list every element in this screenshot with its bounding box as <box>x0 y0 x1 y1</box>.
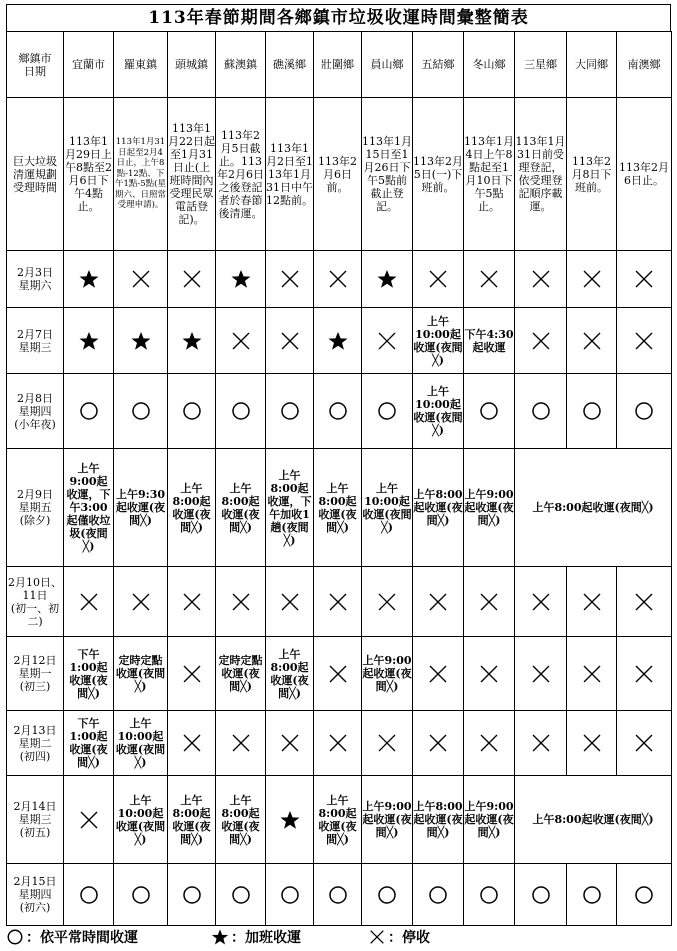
schedule-note-cell: 定時定點收運(夜間╳) <box>114 637 168 711</box>
circle-icon <box>130 884 152 906</box>
weekday-label: 星期二 <box>18 736 52 750</box>
status-cell <box>362 711 413 776</box>
cross-icon <box>633 663 655 685</box>
status-cell <box>266 251 314 308</box>
cross-icon <box>181 268 203 290</box>
town-header: 五結鄉 <box>413 32 464 98</box>
date-cell <box>7 308 64 374</box>
status-cell <box>266 308 314 374</box>
circle-icon <box>478 884 500 906</box>
town-header: 大同鄉 <box>567 32 617 98</box>
cross-icon <box>633 330 655 352</box>
schedule-note-cell: 上午8:00起收運(夜間╳) <box>314 449 362 567</box>
date-cell <box>7 711 64 776</box>
status-cell <box>168 251 216 308</box>
cross-icon <box>376 330 398 352</box>
status-cell <box>216 567 266 637</box>
deadline-cell: 113年2月5日截止。113年2月6日之後登記者於春節後清運。 <box>216 98 266 251</box>
star-icon <box>181 330 203 352</box>
cross-icon <box>530 663 552 685</box>
status-cell <box>168 374 216 449</box>
merged-schedule-cell: 上午8:00起收運(夜間╳) <box>515 776 672 864</box>
cross-icon <box>581 330 603 352</box>
status-cell <box>114 308 168 374</box>
status-cell <box>64 567 114 637</box>
circle-icon <box>478 400 500 422</box>
status-cell <box>314 637 362 711</box>
schedule-note-cell: 上午8:00起收運(夜間╳) <box>168 776 216 864</box>
cross-icon <box>633 591 655 613</box>
cross-icon <box>279 732 301 754</box>
cross-icon <box>478 663 500 685</box>
legend-extra-label: ：加班收運 <box>231 930 301 946</box>
date-label: 2月13日 <box>13 723 57 737</box>
status-cell <box>168 308 216 374</box>
status-cell <box>515 374 567 449</box>
status-cell <box>168 711 216 776</box>
deadline-cell: 113年1月4日上午8點起至1月10日下午5點止。 <box>464 98 515 251</box>
status-cell <box>168 864 216 926</box>
circle-icon <box>327 400 349 422</box>
circle-icon <box>181 884 203 906</box>
town-header: 南澳鄉 <box>617 32 672 98</box>
deadline-cell: 113年1月29日上午8點至2月6日下午4點止。 <box>64 98 114 251</box>
cross-icon <box>230 732 252 754</box>
circle-icon <box>530 400 552 422</box>
cross-icon <box>427 268 449 290</box>
date-row <box>7 864 672 926</box>
legend-extra <box>211 927 301 947</box>
status-cell <box>216 711 266 776</box>
status-cell <box>567 711 617 776</box>
date-row <box>7 449 672 567</box>
star-icon <box>279 809 301 831</box>
cross-icon <box>327 663 349 685</box>
weekday-label: 星期六 <box>18 279 52 292</box>
status-cell <box>617 374 672 449</box>
status-cell <box>567 864 617 926</box>
status-cell <box>314 567 362 637</box>
date-row <box>7 776 672 864</box>
schedule-note-cell: 上午10:00起收運(夜間╳) <box>413 374 464 449</box>
town-header: 員山鄉 <box>362 32 413 98</box>
deadline-cell: 113年1月15日至1月26日下午5點前截止登記。 <box>362 98 413 251</box>
town-header: 宜蘭市 <box>64 32 114 98</box>
schedule-note-cell: 上午8:00起收運(夜間╳) <box>413 449 464 567</box>
cross-icon <box>427 663 449 685</box>
status-cell <box>266 374 314 449</box>
date-cell <box>7 449 64 567</box>
town-header: 礁溪鄉 <box>266 32 314 98</box>
weekday-label: 星期三 <box>18 340 52 354</box>
status-cell <box>567 374 617 449</box>
schedule-note-cell: 上午8:00起收運(夜間╳) <box>168 449 216 567</box>
cross-icon <box>530 268 552 290</box>
circle-icon <box>230 884 252 906</box>
cross-icon <box>478 268 500 290</box>
status-cell <box>515 711 567 776</box>
circle-icon <box>78 400 100 422</box>
cross-icon <box>581 732 603 754</box>
cross-icon <box>327 591 349 613</box>
star-icon <box>78 330 100 352</box>
schedule-note-cell: 下午4:30起收運 <box>464 308 515 374</box>
status-cell <box>617 637 672 711</box>
town-header: 頭城鎮 <box>168 32 216 98</box>
status-cell <box>617 251 672 308</box>
cross-icon <box>279 330 301 352</box>
status-cell <box>114 567 168 637</box>
holiday-note: (初三) <box>19 680 51 693</box>
status-cell <box>266 711 314 776</box>
holiday-note: (除夕) <box>19 514 51 527</box>
status-cell <box>567 308 617 374</box>
circle-icon <box>530 884 552 906</box>
deadline-row-label: 巨大垃圾清運規劃受理時間 <box>7 98 64 251</box>
cross-icon <box>427 591 449 613</box>
status-cell <box>413 637 464 711</box>
status-cell <box>362 374 413 449</box>
cross-icon <box>181 591 203 613</box>
schedule-table <box>6 31 672 926</box>
date-cell <box>7 637 64 711</box>
status-cell <box>617 864 672 926</box>
date-label: 2月7日 <box>17 327 53 341</box>
holiday-note: (小年夜) <box>14 417 56 431</box>
town-header: 蘇澳鎮 <box>216 32 266 98</box>
cross-icon <box>633 268 655 290</box>
corner-header <box>7 32 64 98</box>
cross-icon <box>327 268 349 290</box>
cross-icon <box>478 732 500 754</box>
town-header: 冬山鄉 <box>464 32 515 98</box>
schedule-note-cell: 上午10:00起收運(夜間╳) <box>362 449 413 567</box>
weekday-label: 星期四 <box>18 404 52 418</box>
deadline-cell: 113年1月2日至113年1月31日中午12點前。 <box>266 98 314 251</box>
circle-icon <box>230 400 252 422</box>
star-icon <box>230 268 252 290</box>
holiday-note: (初六) <box>19 901 51 914</box>
circle-icon <box>633 400 655 422</box>
star-icon <box>78 268 100 290</box>
status-cell <box>64 374 114 449</box>
status-cell <box>362 864 413 926</box>
cross-icon <box>581 663 603 685</box>
deadline-cell: 113年2月8日下班前。 <box>567 98 617 251</box>
status-cell <box>413 864 464 926</box>
status-cell <box>515 308 567 374</box>
status-cell <box>617 567 672 637</box>
deadline-cell: 113年2月5日(一)下班前。 <box>413 98 464 251</box>
status-cell <box>314 374 362 449</box>
status-cell <box>515 567 567 637</box>
status-cell <box>464 711 515 776</box>
legend-normal <box>6 927 138 947</box>
circle-icon <box>581 884 603 906</box>
status-cell <box>64 864 114 926</box>
weekday-label: 星期四 <box>18 888 52 901</box>
deadline-cell: 113年1月31日起至2月4日止，上午8點-12點、下午1點-5點(星期六、日照常受理申請)。 <box>114 98 168 251</box>
status-cell <box>617 308 672 374</box>
circle-icon <box>181 400 203 422</box>
status-cell <box>464 251 515 308</box>
cross-icon <box>530 330 552 352</box>
deadline-cell: 113年1月22日起至1月31日止(上班時間內受理民眾電話登記)。 <box>168 98 216 251</box>
cross-icon <box>478 591 500 613</box>
status-cell <box>464 637 515 711</box>
schedule-note-cell: 上午8:00起收運(夜間╳) <box>314 776 362 864</box>
status-cell <box>464 567 515 637</box>
status-cell <box>413 251 464 308</box>
legend-stop <box>368 927 430 947</box>
schedule-note-cell: 上午9:00起收運(夜間╳) <box>362 637 413 711</box>
date-label: 2月14日 <box>13 800 57 813</box>
schedule-note-cell: 下午1:00起收運(夜間╳) <box>64 711 114 776</box>
status-cell <box>515 864 567 926</box>
status-cell <box>168 637 216 711</box>
schedule-note-cell: 上午8:00起收運，下午加收1趟(夜間╳) <box>266 449 314 567</box>
status-cell <box>515 637 567 711</box>
status-cell <box>515 251 567 308</box>
town-header: 壯圍鄉 <box>314 32 362 98</box>
star-icon <box>327 330 349 352</box>
schedule-note-cell: 上午9:00起收運，下午3:00起僅收垃圾(夜間╳) <box>64 449 114 567</box>
circle-icon <box>376 884 398 906</box>
corner-label-date: 日期 <box>24 64 46 78</box>
schedule-note-cell: 上午10:00起收運(夜間╳) <box>413 308 464 374</box>
status-cell <box>114 374 168 449</box>
status-cell <box>464 864 515 926</box>
schedule-note-cell: 下午1:00起收運(夜間╳) <box>64 637 114 711</box>
holiday-note: (初四) <box>19 749 51 763</box>
circle-icon <box>633 884 655 906</box>
status-cell <box>567 637 617 711</box>
date-row <box>7 637 672 711</box>
status-cell <box>464 374 515 449</box>
status-cell <box>266 776 314 864</box>
cross-icon <box>530 732 552 754</box>
status-cell <box>216 864 266 926</box>
cross-icon <box>279 591 301 613</box>
status-cell <box>216 308 266 374</box>
status-cell <box>362 251 413 308</box>
date-label: 2月3日 <box>17 266 53 279</box>
cross-icon <box>181 663 203 685</box>
circle-icon <box>376 400 398 422</box>
circle-icon <box>78 884 100 906</box>
schedule-note-cell: 上午9:00起收運(夜間╳) <box>362 776 413 864</box>
schedule-note-cell: 上午8:00起收運(夜間╳) <box>413 776 464 864</box>
cross-icon <box>78 591 100 613</box>
circle-icon <box>327 884 349 906</box>
date-row <box>7 567 672 637</box>
deadline-cell: 113年2月6日前。 <box>314 98 362 251</box>
legend-stop-label: ：停收 <box>388 930 430 946</box>
date-label: 2月8日 <box>17 391 53 405</box>
cross-icon <box>181 732 203 754</box>
date-row <box>7 711 672 776</box>
legend <box>6 927 671 949</box>
star-icon <box>130 330 152 352</box>
weekday-label: 星期五 <box>18 501 52 514</box>
cross-icon <box>530 591 552 613</box>
status-cell <box>314 864 362 926</box>
status-cell <box>216 374 266 449</box>
date-cell <box>7 251 64 308</box>
schedule-note-cell: 上午9:00起收運(夜間╳) <box>464 776 515 864</box>
deadline-cell: 113年2月6日止。 <box>617 98 672 251</box>
date-label: 2月9日 <box>17 488 53 501</box>
status-cell <box>64 776 114 864</box>
status-cell <box>567 567 617 637</box>
schedule-note-cell: 定時定點收運(夜間╳) <box>216 637 266 711</box>
weekday-label: 星期三 <box>18 813 52 826</box>
date-label: 2月15日 <box>13 875 57 888</box>
schedule-note-cell: 上午10:00起收運(夜間╳) <box>114 711 168 776</box>
corner-label-town: 鄉鎮市 <box>18 51 52 65</box>
page-title: 113年春節期間各鄉鎮市垃圾收運時間彙整簡表 <box>6 4 671 32</box>
status-cell <box>114 251 168 308</box>
schedule-note-cell: 上午10:00起收運(夜間╳) <box>114 776 168 864</box>
date-row <box>7 308 672 374</box>
status-cell <box>64 308 114 374</box>
holiday-note: (初五) <box>19 826 51 839</box>
cross-icon <box>279 268 301 290</box>
date-row <box>7 251 672 308</box>
schedule-note-cell: 上午9:00起收運(夜間╳) <box>464 449 515 567</box>
status-cell <box>216 251 266 308</box>
schedule-note-cell: 上午8:00起收運(夜間╳) <box>216 776 266 864</box>
weekday-label: 星期一 <box>18 667 52 680</box>
status-cell <box>413 711 464 776</box>
date-label: 2月12日 <box>13 654 57 667</box>
status-cell <box>362 308 413 374</box>
date-cell <box>7 374 64 449</box>
circle-icon <box>427 884 449 906</box>
status-cell <box>266 567 314 637</box>
cross-icon <box>327 732 349 754</box>
status-cell <box>314 711 362 776</box>
cross-icon <box>581 591 603 613</box>
status-cell <box>567 251 617 308</box>
status-cell <box>168 567 216 637</box>
schedule-note-cell: 上午8:00起收運(夜間╳) <box>216 449 266 567</box>
status-cell <box>64 251 114 308</box>
cross-icon <box>633 732 655 754</box>
status-cell <box>266 864 314 926</box>
circle-icon <box>6 928 24 946</box>
cross-icon <box>376 591 398 613</box>
date-cell <box>7 567 64 637</box>
cross-icon <box>78 809 100 831</box>
status-cell <box>114 864 168 926</box>
circle-icon <box>130 400 152 422</box>
star-icon <box>376 268 398 290</box>
date-cell <box>7 864 64 926</box>
status-cell <box>314 308 362 374</box>
date-cell <box>7 776 64 864</box>
town-header: 三星鄉 <box>515 32 567 98</box>
schedule-note-cell: 上午8:00起收運(夜間╳) <box>266 637 314 711</box>
cross-icon <box>130 268 152 290</box>
status-cell <box>617 711 672 776</box>
town-header: 羅東鎮 <box>114 32 168 98</box>
cross-icon <box>376 732 398 754</box>
cross-icon <box>427 732 449 754</box>
header-row <box>7 32 672 98</box>
circle-icon <box>279 400 301 422</box>
cross-icon <box>230 330 252 352</box>
status-cell <box>314 251 362 308</box>
cross-icon <box>581 268 603 290</box>
holiday-note: (初一、初二) <box>10 601 60 628</box>
cross-icon <box>130 591 152 613</box>
circle-icon <box>279 884 301 906</box>
cross-icon <box>368 928 386 946</box>
status-cell <box>413 567 464 637</box>
deadline-cell: 113年1月31日前受理登記，依受理登記順序載運。 <box>515 98 567 251</box>
circle-icon <box>581 400 603 422</box>
date-label: 2月10日、11日 <box>8 575 62 602</box>
schedule-note-cell: 上午9:30起收運(夜間╳) <box>114 449 168 567</box>
cross-icon <box>230 591 252 613</box>
deadline-row <box>7 98 672 251</box>
star-icon <box>211 928 229 946</box>
date-row <box>7 374 672 449</box>
legend-normal-label: ：依平常時間收運 <box>26 930 138 946</box>
merged-schedule-cell: 上午8:00起收運(夜間╳) <box>515 449 672 567</box>
status-cell <box>362 567 413 637</box>
